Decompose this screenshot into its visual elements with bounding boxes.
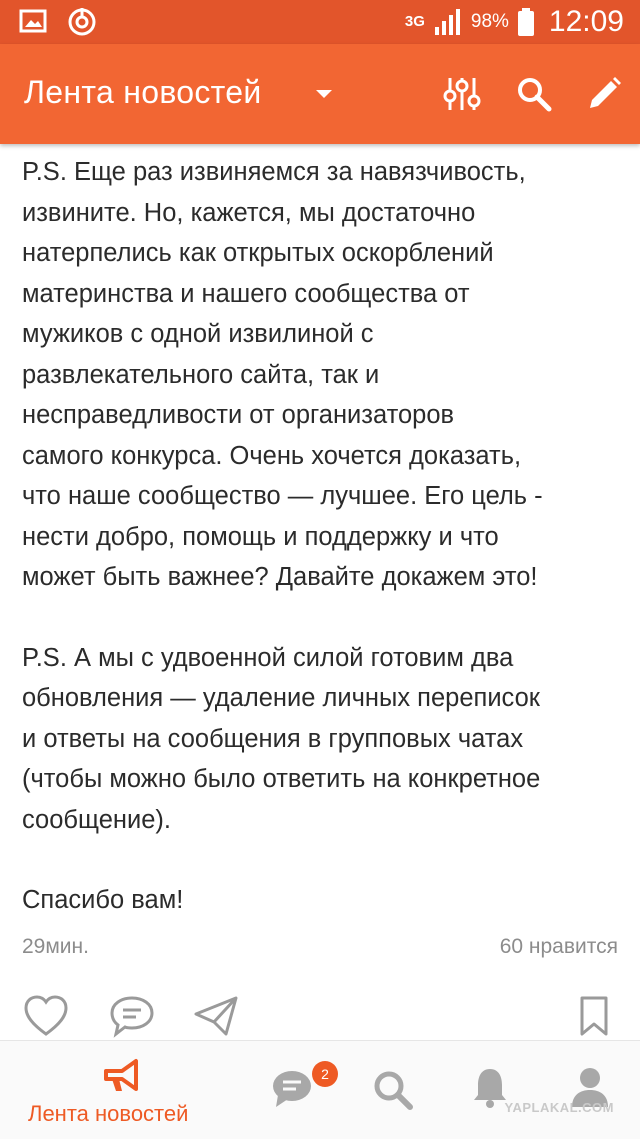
battery-percent: 98% [470, 11, 509, 32]
network-type: 3G [404, 13, 425, 30]
watermark: YAPLAKAL.COM [504, 1100, 614, 1115]
filter-sliders-icon[interactable] [442, 74, 482, 114]
bookmark-icon[interactable] [576, 994, 612, 1038]
status-bar [0, 0, 640, 44]
nav-feed-label: Лента новостей [28, 1101, 189, 1126]
nav-feed[interactable] [0, 1041, 220, 1139]
bottom-navigation [0, 1040, 640, 1139]
signal-icon [433, 7, 463, 37]
clock: 12:09 [548, 5, 624, 38]
post-actions [0, 994, 640, 1044]
likes-count[interactable]: 60 нравится [499, 935, 618, 958]
messages-badge: 2 [312, 1061, 338, 1087]
comment-icon[interactable] [108, 994, 156, 1038]
post-time: 29мин. [22, 935, 89, 958]
post-body [22, 152, 622, 921]
share-icon[interactable] [192, 994, 240, 1038]
chat-icon[interactable] [270, 1067, 314, 1109]
heart-icon[interactable] [22, 994, 70, 1038]
post-paragraph: P.S. А мы с удвоенной силой готовим два обновления — удаление личных переписок и ответы на сообщения в групповых чатах (чтобы можно было ответить на конкретное сообщение). [22, 643, 541, 834]
post-paragraph: P.S. Еще раз извиняемся за навязчивость, извините. Но, кажется, мы достаточно натерпелись как открытых оскорблений материнства и нашего сообщества от мужиков с одной извилиной с развлекательного сайта, так и несправедливости от организаторов самого конкурса. Очень хочется доказать, что наше сообщество — лучшее. Его цель - нести добро, помощь и поддержку и что может быть важнее? Давайте докажем это! [22, 158, 543, 591]
sync-icon [66, 6, 98, 38]
app-bar [0, 44, 640, 144]
post-paragraph: Спасибо вам! [22, 886, 184, 914]
search-icon[interactable] [372, 1069, 414, 1111]
battery-icon [517, 7, 535, 37]
megaphone-icon [100, 1055, 144, 1095]
edit-icon[interactable] [584, 74, 624, 114]
feed-selector[interactable]: Лента новостей [24, 74, 262, 110]
image-icon [18, 6, 48, 36]
search-icon[interactable] [514, 74, 554, 114]
dropdown-icon[interactable] [316, 90, 332, 98]
